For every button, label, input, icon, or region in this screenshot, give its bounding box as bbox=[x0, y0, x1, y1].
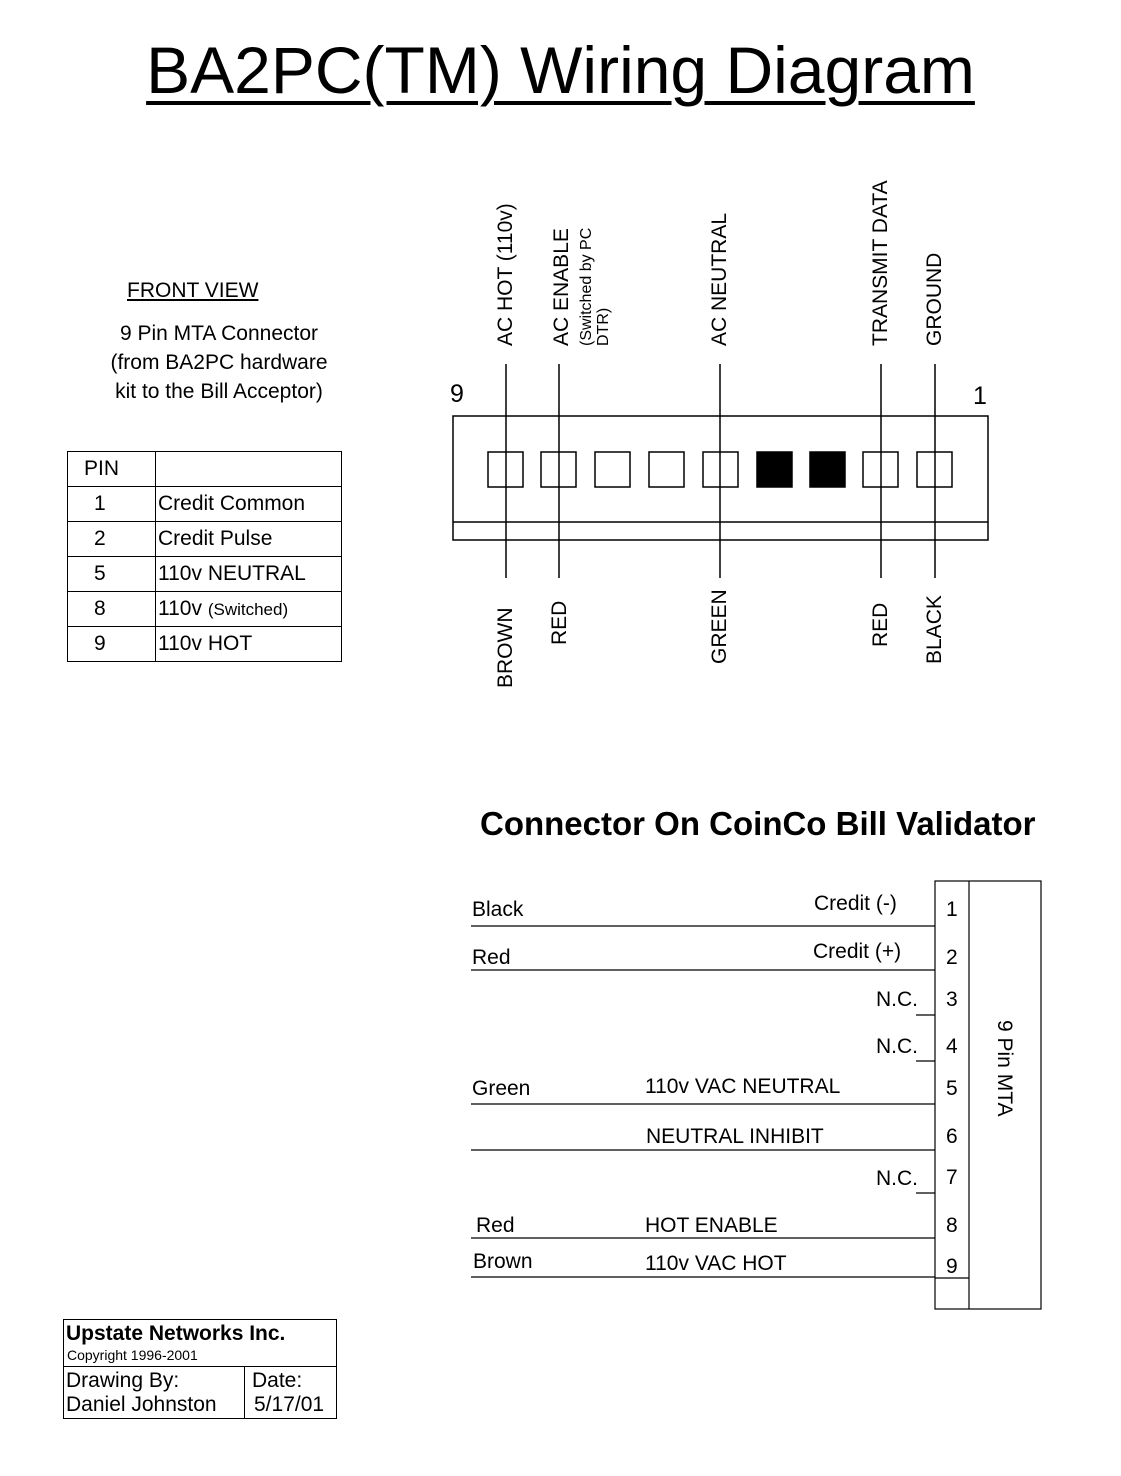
front-view-desc-3: kit to the Bill Acceptor) bbox=[115, 380, 323, 403]
front-view-desc-2: (from BA2PC hardware bbox=[110, 351, 328, 374]
pin-number: 5 bbox=[68, 557, 156, 592]
coinco-signal-8: HOT ENABLE bbox=[645, 1214, 778, 1237]
pin-number: 1 bbox=[68, 487, 156, 522]
pin-desc-main: 110v bbox=[158, 597, 202, 620]
front-view-desc-1: 9 Pin MTA Connector bbox=[119, 322, 319, 345]
coinco-wire-9: Brown bbox=[473, 1250, 533, 1273]
label-ac-enable: AC ENABLE bbox=[550, 228, 573, 346]
coinco-pin-2: 2 bbox=[946, 946, 958, 969]
pin-number: 2 bbox=[68, 522, 156, 557]
coinco-pin-8: 8 bbox=[946, 1214, 958, 1237]
coinco-pin-5: 5 bbox=[946, 1077, 958, 1100]
page-title: BA2PC(TM) Wiring Diagram bbox=[146, 33, 975, 107]
label-transmit-data: TRANSMIT DATA bbox=[869, 180, 892, 346]
label-ac-enable-note bbox=[578, 228, 612, 346]
label-ac-enable-note-1: (Switched by PC bbox=[578, 227, 595, 346]
wire-color-red-1: RED bbox=[548, 600, 571, 645]
title-block bbox=[63, 1319, 337, 1419]
title-block-copyright: Copyright 1996-2001 bbox=[67, 1347, 198, 1363]
coinco-signal-7: N.C. bbox=[876, 1167, 918, 1190]
coinco-wire-1: Black bbox=[472, 898, 524, 921]
coinco-signal-3: N.C. bbox=[876, 988, 918, 1011]
pin-number: 9 bbox=[68, 627, 156, 662]
date-value: 5/17/01 bbox=[254, 1393, 325, 1416]
title-block-company: Upstate Networks Inc. bbox=[66, 1322, 286, 1345]
coinco-signal-9: 110v VAC HOT bbox=[645, 1252, 787, 1275]
coinco-wire-2: Red bbox=[472, 946, 511, 969]
pin-slot-4-blocked bbox=[757, 452, 792, 487]
title-block-divider bbox=[64, 1366, 336, 1367]
pin-desc-note: (Switched) bbox=[207, 600, 289, 619]
pin-desc: Credit Common bbox=[156, 487, 342, 522]
pin-header: PIN bbox=[68, 452, 156, 487]
wire-color-brown: BROWN bbox=[494, 607, 517, 688]
pin-slot-3-blocked bbox=[810, 452, 845, 487]
coinco-wire-5: Green bbox=[472, 1077, 531, 1100]
pin-slot-7 bbox=[595, 452, 630, 487]
wire-color-green: GREEN bbox=[708, 589, 731, 664]
coinco-pin-6: 6 bbox=[946, 1125, 958, 1148]
wire-color-black: BLACK bbox=[923, 595, 946, 664]
front-view-heading: FRONT VIEW bbox=[127, 279, 259, 302]
date-label: Date: bbox=[252, 1369, 303, 1392]
coinco-pin-7: 7 bbox=[946, 1166, 958, 1189]
coinco-mta-label: 9 Pin MTA bbox=[993, 1020, 1016, 1117]
coinco-signal-2: Credit (+) bbox=[813, 940, 902, 963]
pin-desc: 110v HOT bbox=[156, 627, 342, 662]
coinco-pin-3: 3 bbox=[946, 988, 958, 1011]
coinco-pin-1: 1 bbox=[946, 898, 958, 921]
connector-end-9: 9 bbox=[450, 380, 464, 408]
label-ac-neutral: AC NEUTRAL bbox=[708, 212, 731, 346]
label-ground: GROUND bbox=[923, 252, 946, 346]
title-block-vdivider bbox=[244, 1366, 245, 1418]
coinco-signal-6: NEUTRAL INHIBIT bbox=[646, 1125, 824, 1148]
coinco-title: Connector On CoinCo Bill Validator bbox=[480, 805, 1036, 842]
label-ac-enable-note-2: DTR) bbox=[595, 307, 612, 346]
coinco-signal-1: Credit (-) bbox=[814, 892, 897, 915]
drawing-by-name: Daniel Johnston bbox=[66, 1393, 217, 1416]
pin-desc: Credit Pulse bbox=[156, 522, 342, 557]
coinco-pin-4: 4 bbox=[946, 1035, 958, 1058]
label-ac-hot: AC HOT (110v) bbox=[494, 203, 517, 346]
drawing-by-label: Drawing By: bbox=[66, 1369, 180, 1392]
coinco-signal-4: N.C. bbox=[876, 1035, 918, 1058]
connector-end-1: 1 bbox=[973, 382, 987, 410]
pin-number: 8 bbox=[68, 592, 156, 627]
coinco-wire-8: Red bbox=[476, 1214, 515, 1237]
coinco-signal-5: 110v VAC NEUTRAL bbox=[645, 1075, 841, 1098]
wire-color-red-2: RED bbox=[869, 602, 892, 647]
pin-slot-6 bbox=[649, 452, 684, 487]
pin-desc: 110v NEUTRAL bbox=[156, 557, 342, 592]
coinco-pin-9: 9 bbox=[946, 1255, 958, 1278]
